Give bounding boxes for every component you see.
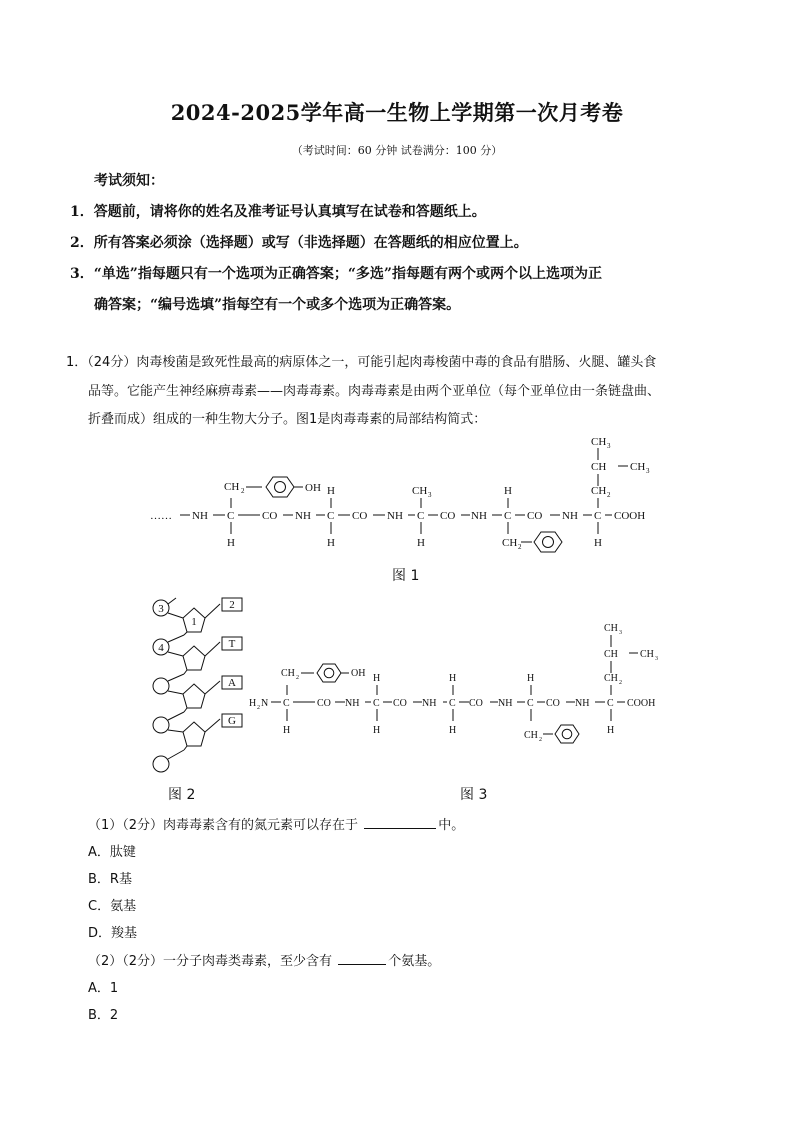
svg-text:CH: CH (640, 649, 654, 660)
svg-text:3: 3 (655, 656, 658, 662)
subquestion-1-prefix: （1）（2分）肉毒毒素含有的氮元素可以存在于 (88, 818, 363, 833)
notice-heading: 考试须知： (94, 173, 164, 189)
svg-text:CO: CO (527, 510, 543, 522)
svg-text:OH: OH (351, 668, 366, 679)
option-2a[interactable]: A．1 (88, 981, 119, 996)
svg-text:C: C (449, 698, 456, 709)
svg-text:CO: CO (352, 510, 368, 522)
svg-text:CH: CH (502, 537, 518, 549)
svg-text:NH: NH (295, 510, 311, 522)
svg-text:C: C (594, 510, 602, 522)
svg-text:2: 2 (257, 705, 260, 711)
svg-text:3: 3 (428, 491, 432, 499)
svg-text:CH: CH (604, 623, 618, 634)
svg-text:C: C (327, 510, 335, 522)
svg-text:H: H (527, 673, 535, 684)
svg-text:CO: CO (317, 698, 331, 709)
svg-text:2: 2 (241, 487, 245, 495)
svg-text:2: 2 (607, 491, 611, 499)
figure-2-caption: 图 2 (168, 787, 196, 803)
svg-text:H: H (594, 537, 602, 549)
label-1: 1 (191, 616, 197, 628)
svg-text:C: C (417, 510, 425, 522)
svg-text:CH: CH (224, 481, 240, 493)
svg-text:C: C (227, 510, 235, 522)
option-2b[interactable]: B．2 (88, 1008, 119, 1023)
svg-text:H: H (283, 725, 291, 736)
svg-text:NH: NH (562, 510, 578, 522)
svg-text:C: C (527, 698, 534, 709)
svg-text:NH: NH (345, 698, 360, 709)
subquestion-2 (88, 950, 440, 969)
base-G: G (228, 715, 236, 727)
svg-text:COOH: COOH (627, 698, 656, 709)
svg-text:NH: NH (575, 698, 590, 709)
option-1b[interactable]: B．R基 (88, 872, 132, 887)
answer-blank-1[interactable] (364, 816, 436, 829)
svg-text:H: H (327, 485, 335, 497)
answer-blank-2[interactable] (338, 952, 386, 965)
exam-info: （考试时间：60 分钟 试卷满分：100 分） (291, 144, 503, 157)
svg-text:C: C (504, 510, 512, 522)
svg-text:NH: NH (471, 510, 487, 522)
svg-text:H: H (449, 725, 457, 736)
base-2: 2 (229, 599, 235, 611)
svg-text:C: C (373, 698, 380, 709)
svg-text:2: 2 (296, 675, 299, 681)
svg-text:CO: CO (469, 698, 483, 709)
svg-text:CH: CH (591, 461, 607, 473)
figure-1-caption: 图 1 (392, 568, 420, 584)
label-4: 4 (158, 642, 164, 654)
svg-text:3: 3 (646, 467, 650, 475)
figure-1-peptide-structure (140, 428, 670, 558)
svg-text:H: H (227, 537, 235, 549)
svg-text:2: 2 (539, 737, 542, 743)
option-1a[interactable]: A．肽键 (88, 845, 136, 860)
svg-text:H: H (373, 725, 381, 736)
svg-text:CH: CH (524, 730, 538, 741)
subquestion-2-suffix: 个氨基。 (388, 954, 441, 969)
svg-text:2: 2 (518, 543, 522, 551)
svg-text:3: 3 (607, 442, 611, 450)
svg-text:CH: CH (281, 668, 295, 679)
svg-text:H: H (449, 673, 457, 684)
svg-text:H: H (607, 725, 615, 736)
svg-text:CH: CH (604, 649, 618, 660)
figure-3-caption: 图 3 (460, 787, 488, 803)
chain-ellipsis: …… (150, 510, 172, 522)
svg-text:C: C (607, 698, 614, 709)
figure-3-pentapeptide (245, 615, 670, 745)
subquestion-2-prefix: （2）（2分）一分子肉毒类毒素，至少含有 (88, 954, 337, 969)
question-1-stem-line-2: 品等。它能产生神经麻痹毒素——肉毒毒素。肉毒毒素是由两个亚单位（每个亚单位由一条链盘曲、 (88, 384, 661, 399)
svg-text:CH: CH (604, 673, 618, 684)
svg-text:C: C (283, 698, 290, 709)
svg-text:CH: CH (412, 485, 428, 497)
svg-text:H: H (417, 537, 425, 549)
label-3: 3 (158, 603, 164, 615)
svg-text:N: N (261, 698, 269, 709)
subquestion-1-suffix: 中。 (438, 818, 465, 833)
question-1-stem-line-1: 1．（24分）肉毒梭菌是致死性最高的病原体之一，可能引起肉毒梭菌中毒的食品有腊肠、火腿、罐头食 (66, 355, 657, 370)
svg-text:NH: NH (192, 510, 208, 522)
notice-item-3: 3．“单选”指每题只有一个选项为正确答案；“多选”指每题有两个或两个以上选项为正 (70, 266, 602, 282)
svg-text:CO: CO (440, 510, 456, 522)
svg-text:H: H (504, 485, 512, 497)
option-1d[interactable]: D．羧基 (88, 926, 138, 941)
svg-text:3: 3 (619, 630, 622, 636)
base-T: T (228, 638, 236, 650)
notice-item-2: 2．所有答案必须涂（选择题）或写（非选择题）在答题纸的相应位置上。 (70, 235, 528, 251)
svg-text:CH: CH (630, 461, 646, 473)
svg-text:CH: CH (591, 485, 607, 497)
page-title: 2024-2025学年高一生物上学期第一次月考卷 (170, 100, 624, 125)
svg-text:H: H (249, 698, 257, 709)
subquestion-1 (88, 814, 464, 833)
svg-text:NH: NH (498, 698, 513, 709)
question-1-stem-line-3: 折叠而成）组成的一种生物大分子。图1是肉毒毒素的局部结构简式： (88, 412, 487, 427)
notice-item-1: 1．答题前，请将你的姓名及准考证号认真填写在试卷和答题纸上。 (70, 204, 486, 220)
svg-text:CO: CO (393, 698, 407, 709)
svg-text:COOH: COOH (614, 510, 646, 522)
svg-text:2: 2 (619, 680, 622, 686)
svg-text:NH: NH (387, 510, 403, 522)
figure-2-nucleotide-chain (148, 592, 253, 777)
option-1c[interactable]: C．氨基 (88, 899, 137, 914)
svg-text:CO: CO (262, 510, 278, 522)
svg-text:NH: NH (422, 698, 437, 709)
svg-text:OH: OH (305, 482, 321, 494)
base-A: A (228, 677, 236, 689)
svg-text:CH: CH (591, 436, 607, 448)
svg-text:CO: CO (546, 698, 560, 709)
notice-item-3-cont: 确答案；“编号选填”指每空有一个或多个选项为正确答案。 (94, 297, 461, 313)
svg-text:H: H (373, 673, 381, 684)
svg-text:H: H (327, 537, 335, 549)
